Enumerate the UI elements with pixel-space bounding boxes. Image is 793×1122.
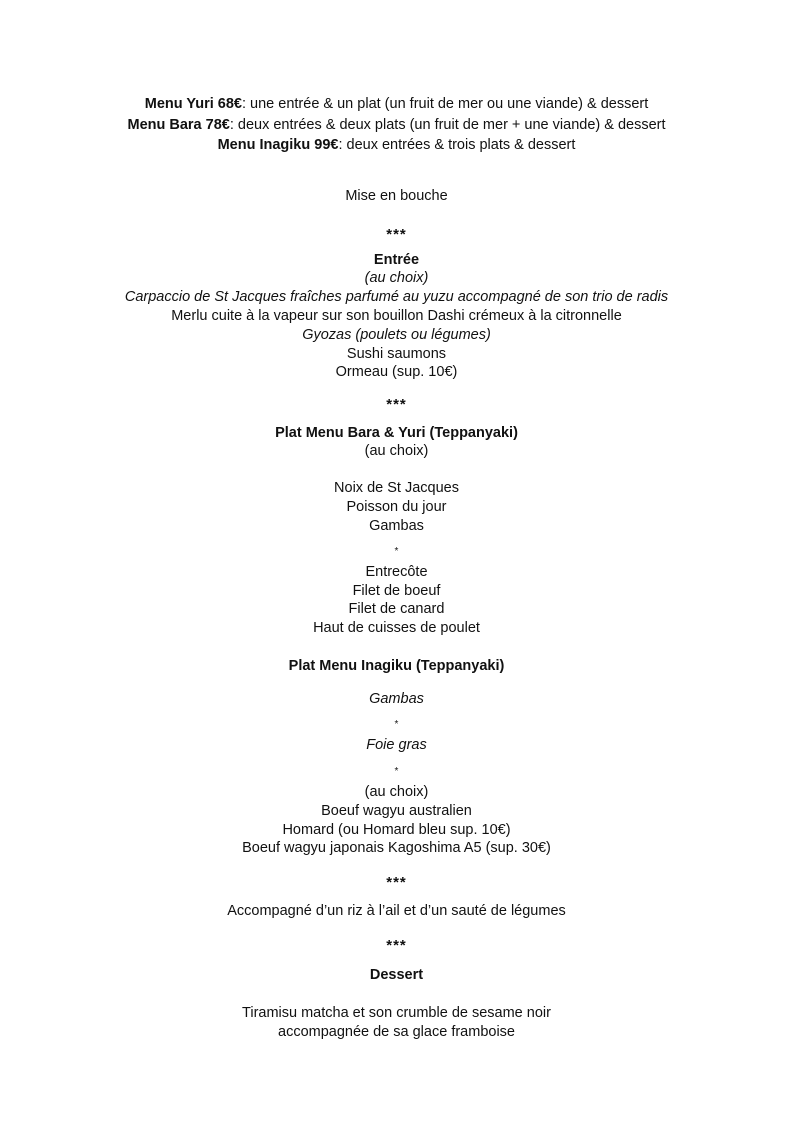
entree-item: Carpaccio de St Jacques fraîches parfumé au yuzu accompagné de son trio de radis	[124, 289, 669, 305]
dessert-line: accompagnée de sa glace framboise	[278, 1024, 515, 1040]
entree-item: Merlu cuite à la vapeur sur son bouillon Dashi crémeux à la citronnelle	[171, 308, 622, 324]
plat-meat-item: Haut de cuisses de poulet	[313, 620, 480, 636]
plat-inagiku-item: Boeuf wagyu australien	[321, 803, 472, 819]
plat-meat-item: Entrecôte	[365, 564, 428, 580]
plat-meat-item: Filet de canard	[348, 601, 445, 617]
plat-inagiku-course: Foie gras	[366, 737, 427, 753]
formula-yuri	[0, 95, 793, 113]
separator: ***	[386, 396, 407, 413]
separator-small: *	[394, 766, 399, 777]
plat-bara-yuri-title: Plat Menu Bara & Yuri (Teppanyaki)	[275, 425, 518, 441]
separator: ***	[386, 874, 407, 891]
plat-inagiku-item: Homard (ou Homard bleu sup. 10€)	[282, 822, 511, 838]
separator: ***	[386, 937, 407, 954]
formula-bara-name: Menu Bara 78€	[127, 117, 230, 133]
entree-item: Ormeau (sup. 10€)	[335, 364, 458, 380]
formula-inagiku	[0, 136, 793, 154]
formula-yuri-name: Menu Yuri 68€	[144, 96, 242, 112]
entree-item: Gyozas (poulets ou légumes)	[302, 327, 491, 343]
formula-yuri-desc: : une entrée & un plat (un fruit de mer ou une viande) & dessert	[242, 96, 649, 112]
entree-title: Entrée	[373, 252, 420, 268]
plat-sea-item: Poisson du jour	[346, 499, 447, 515]
formula-inagiku-name: Menu Inagiku 99€	[217, 137, 339, 153]
dessert-title: Dessert	[369, 967, 424, 983]
amuse-bouche: Mise en bouche	[345, 188, 448, 204]
dessert-line: Tiramisu matcha et son crumble de sesame noir	[242, 1005, 551, 1021]
separator-small: *	[394, 546, 399, 557]
formula-bara	[0, 116, 793, 134]
plat-meat-item: Filet de boeuf	[352, 583, 441, 599]
side-dish: Accompagné d’un riz à l’ail et d’un sauté de légumes	[227, 903, 566, 919]
plat-inagiku-choice: (au choix)	[364, 784, 429, 800]
plat-inagiku-course: Gambas	[369, 691, 424, 707]
separator: ***	[386, 226, 407, 243]
plat-inagiku-title: Plat Menu Inagiku (Teppanyaki)	[288, 658, 505, 674]
separator-small: *	[394, 719, 399, 730]
entree-choice: (au choix)	[364, 270, 429, 286]
plat-inagiku-item: Boeuf wagyu japonais Kagoshima A5 (sup. 30€)	[242, 840, 551, 856]
formula-bara-desc: : deux entrées & deux plats (un fruit de mer + une viande) & dessert	[229, 117, 666, 133]
formula-inagiku-desc: : deux entrées & trois plats & dessert	[338, 137, 576, 153]
plat-sea-item: Noix de St Jacques	[334, 480, 459, 496]
plat-sea-item: Gambas	[369, 518, 424, 534]
entree-item: Sushi saumons	[346, 346, 447, 362]
plat-bara-yuri-choice: (au choix)	[364, 443, 429, 459]
